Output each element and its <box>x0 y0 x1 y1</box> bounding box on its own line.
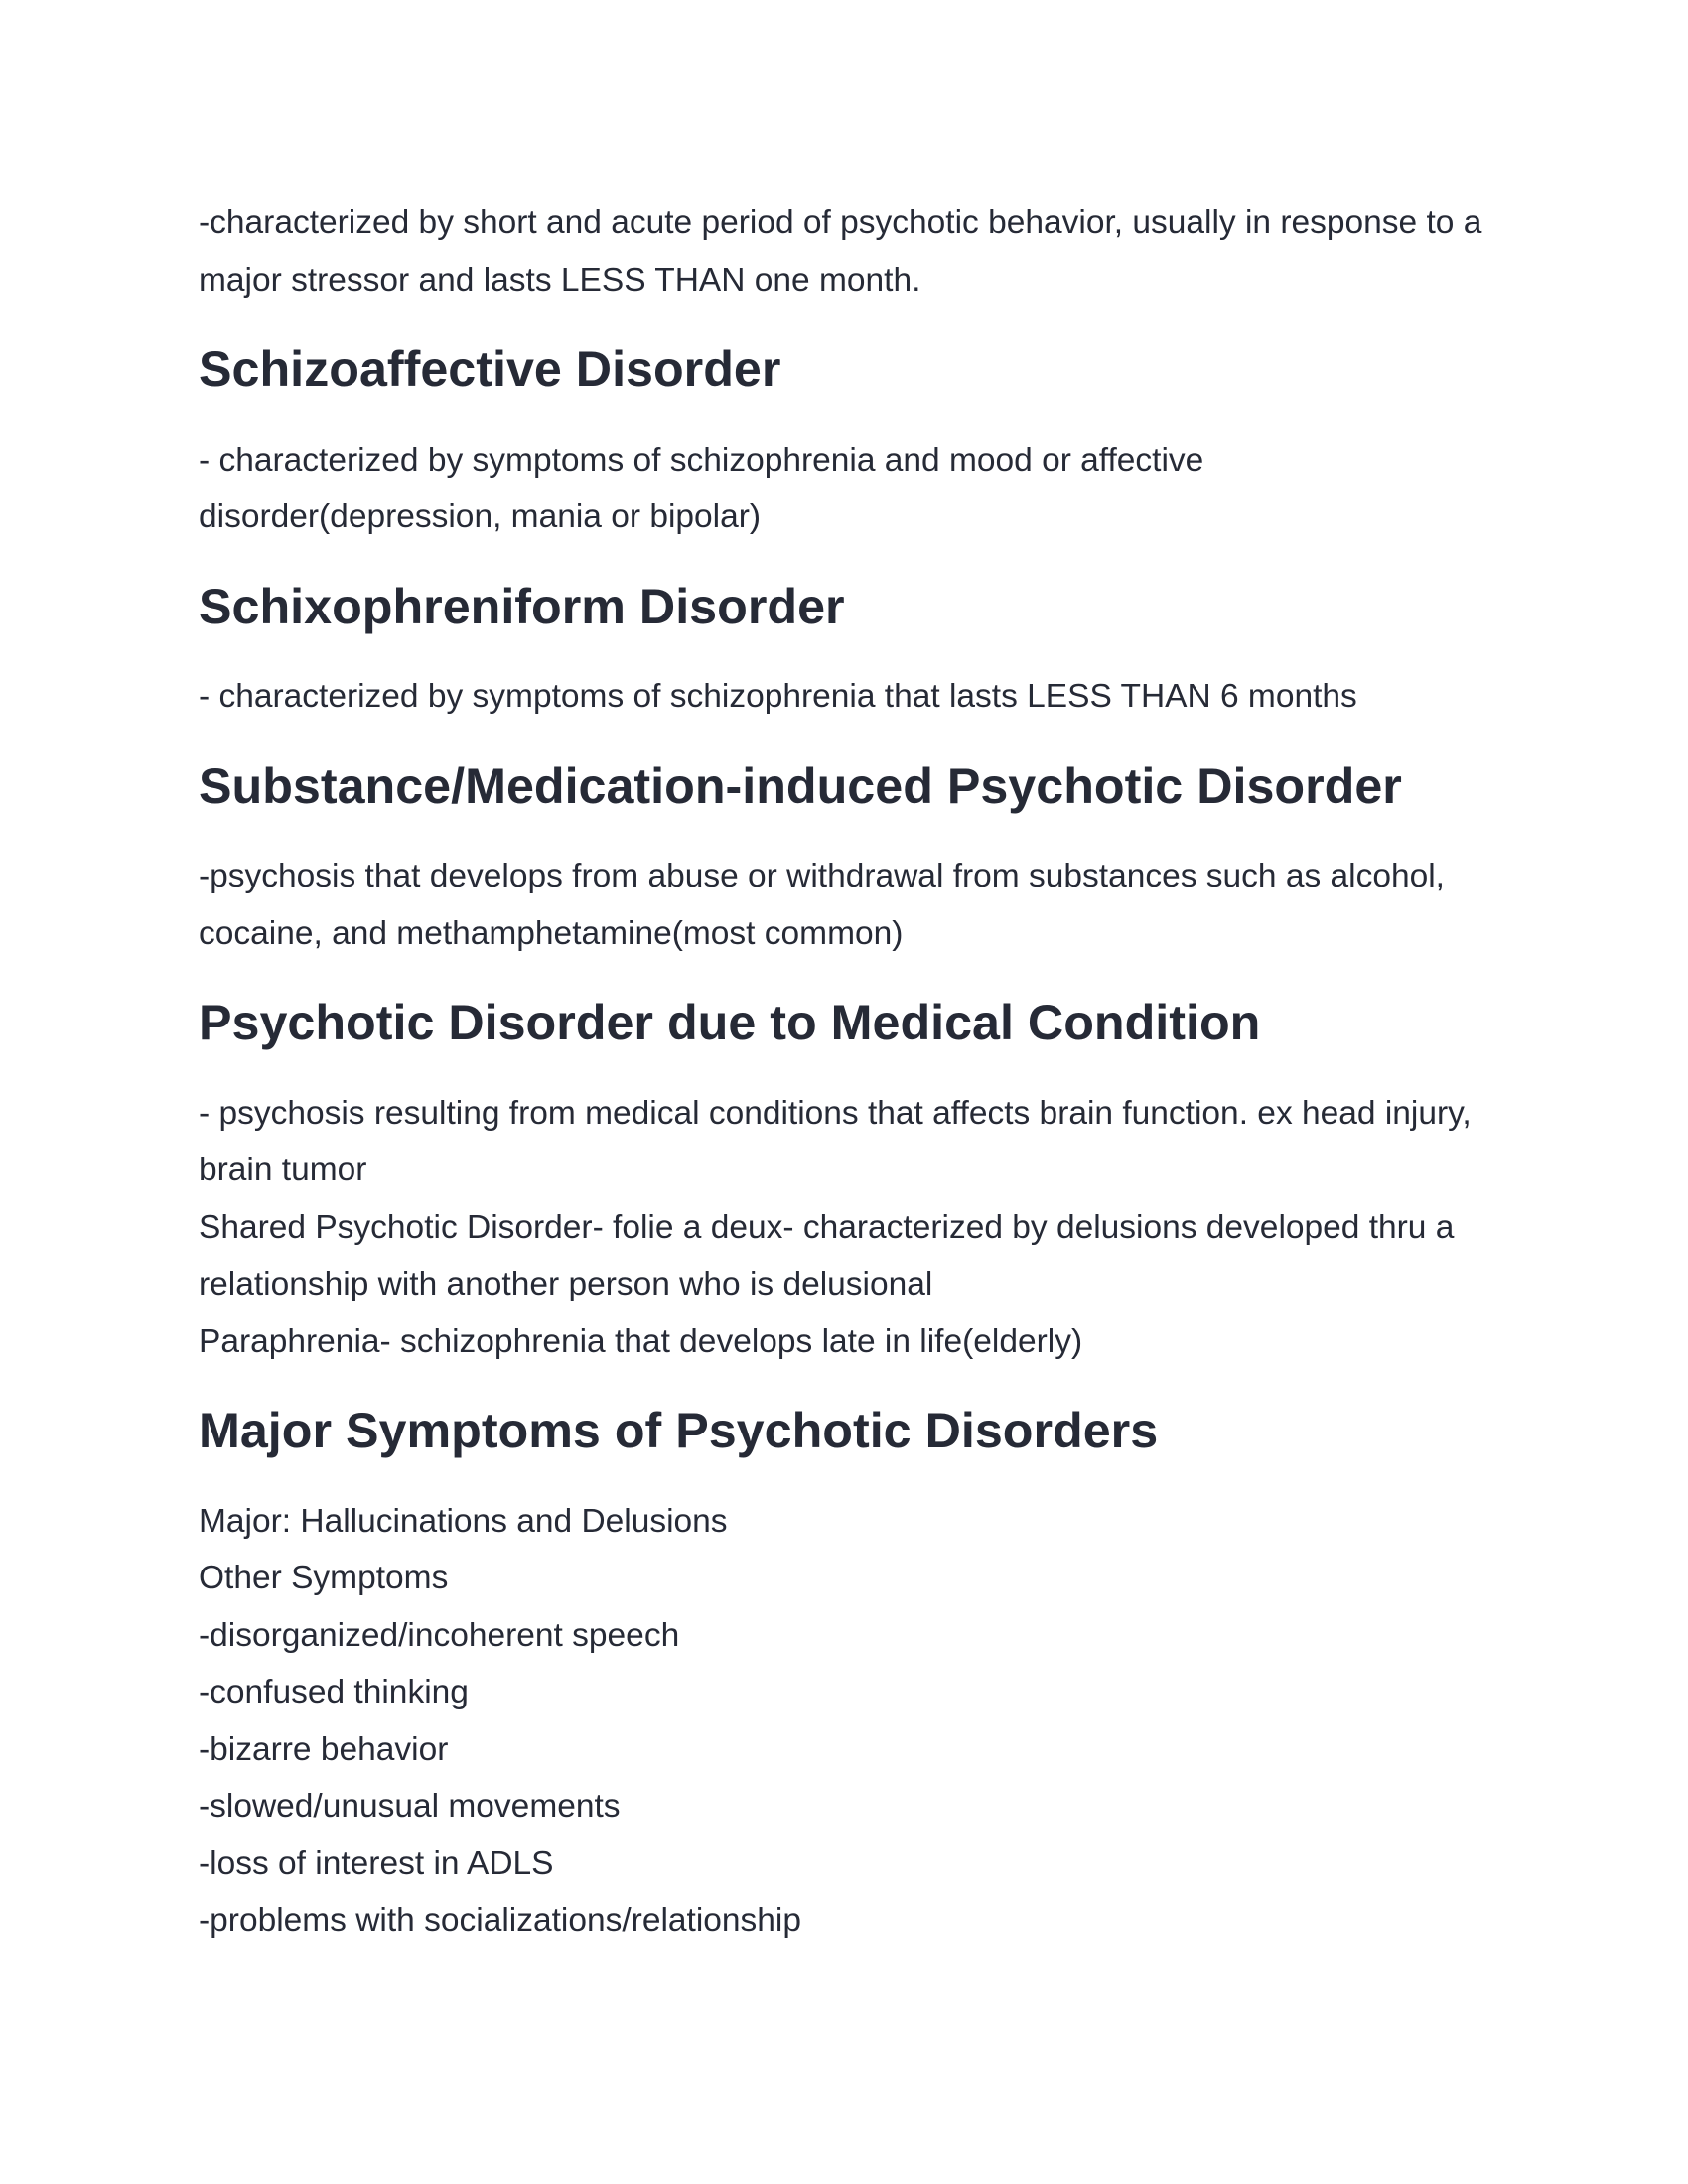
list-item: -confused thinking <box>199 1674 469 1710</box>
list-item: -disorganized/incoherent speech <box>199 1616 680 1654</box>
section-body-schizophreniform <box>199 668 1489 726</box>
list-item: -loss of interest in ADLS <box>199 1844 554 1882</box>
list-item: -problems with socializations/relationship <box>199 1902 801 1939</box>
section-body-medical-condition <box>199 1085 1489 1371</box>
text-line: relationship with another person who is delusional <box>199 1266 933 1302</box>
section-heading-schizoaffective: Schizoaffective Disorder <box>199 341 781 397</box>
section-body-schizoaffective <box>199 432 1489 546</box>
intro-paragraph <box>199 195 1489 309</box>
text-line: brain tumor <box>199 1152 367 1188</box>
text-line: Other Symptoms <box>199 1560 449 1596</box>
document-page <box>199 195 1489 1950</box>
section-heading-schizophreniform: Schixophreniform Disorder <box>199 578 845 634</box>
section-heading-major-symptoms: Major Symptoms of Psychotic Disorders <box>199 1403 1159 1458</box>
text-line: -psychosis that develops from abuse or withdrawal from substances such as alcohol, <box>199 858 1445 894</box>
list-item: -slowed/unusual movements <box>199 1788 621 1825</box>
section-heading-medical-condition: Psychotic Disorder due to Medical Condition <box>199 995 1261 1050</box>
text-line: major stressor and lasts LESS THAN one month. <box>199 261 921 299</box>
text-line: Major: Hallucinations and Delusions <box>199 1502 728 1540</box>
text-line: disorder(depression, mania or bipolar) <box>199 498 762 535</box>
text-line: Paraphrenia- schizophrenia that develops late in life(elderly) <box>199 1322 1083 1360</box>
text-line: cocaine, and methamphetamine(most common) <box>199 914 904 952</box>
text-line: -characterized by short and acute period of psychotic behavior, usually in response to a <box>199 205 1482 241</box>
section-body-substance-induced <box>199 848 1489 962</box>
text-line: Shared Psychotic Disorder- folie a deux- characterized by delusions developed thru a <box>199 1208 1455 1246</box>
text-line: - psychosis resulting from medical conditions that affects brain function. ex head injury, <box>199 1094 1472 1132</box>
list-item: -bizarre behavior <box>199 1730 449 1768</box>
section-heading-substance-induced: Substance/Medication-induced Psychotic Disorder <box>199 757 1402 814</box>
text-line: - characterized by symptoms of schizophrenia that lasts LESS THAN 6 months <box>199 678 1357 715</box>
section-body-major-symptoms <box>199 1493 1489 1950</box>
text-line: - characterized by symptoms of schizophrenia and mood or affective <box>199 441 1204 478</box>
